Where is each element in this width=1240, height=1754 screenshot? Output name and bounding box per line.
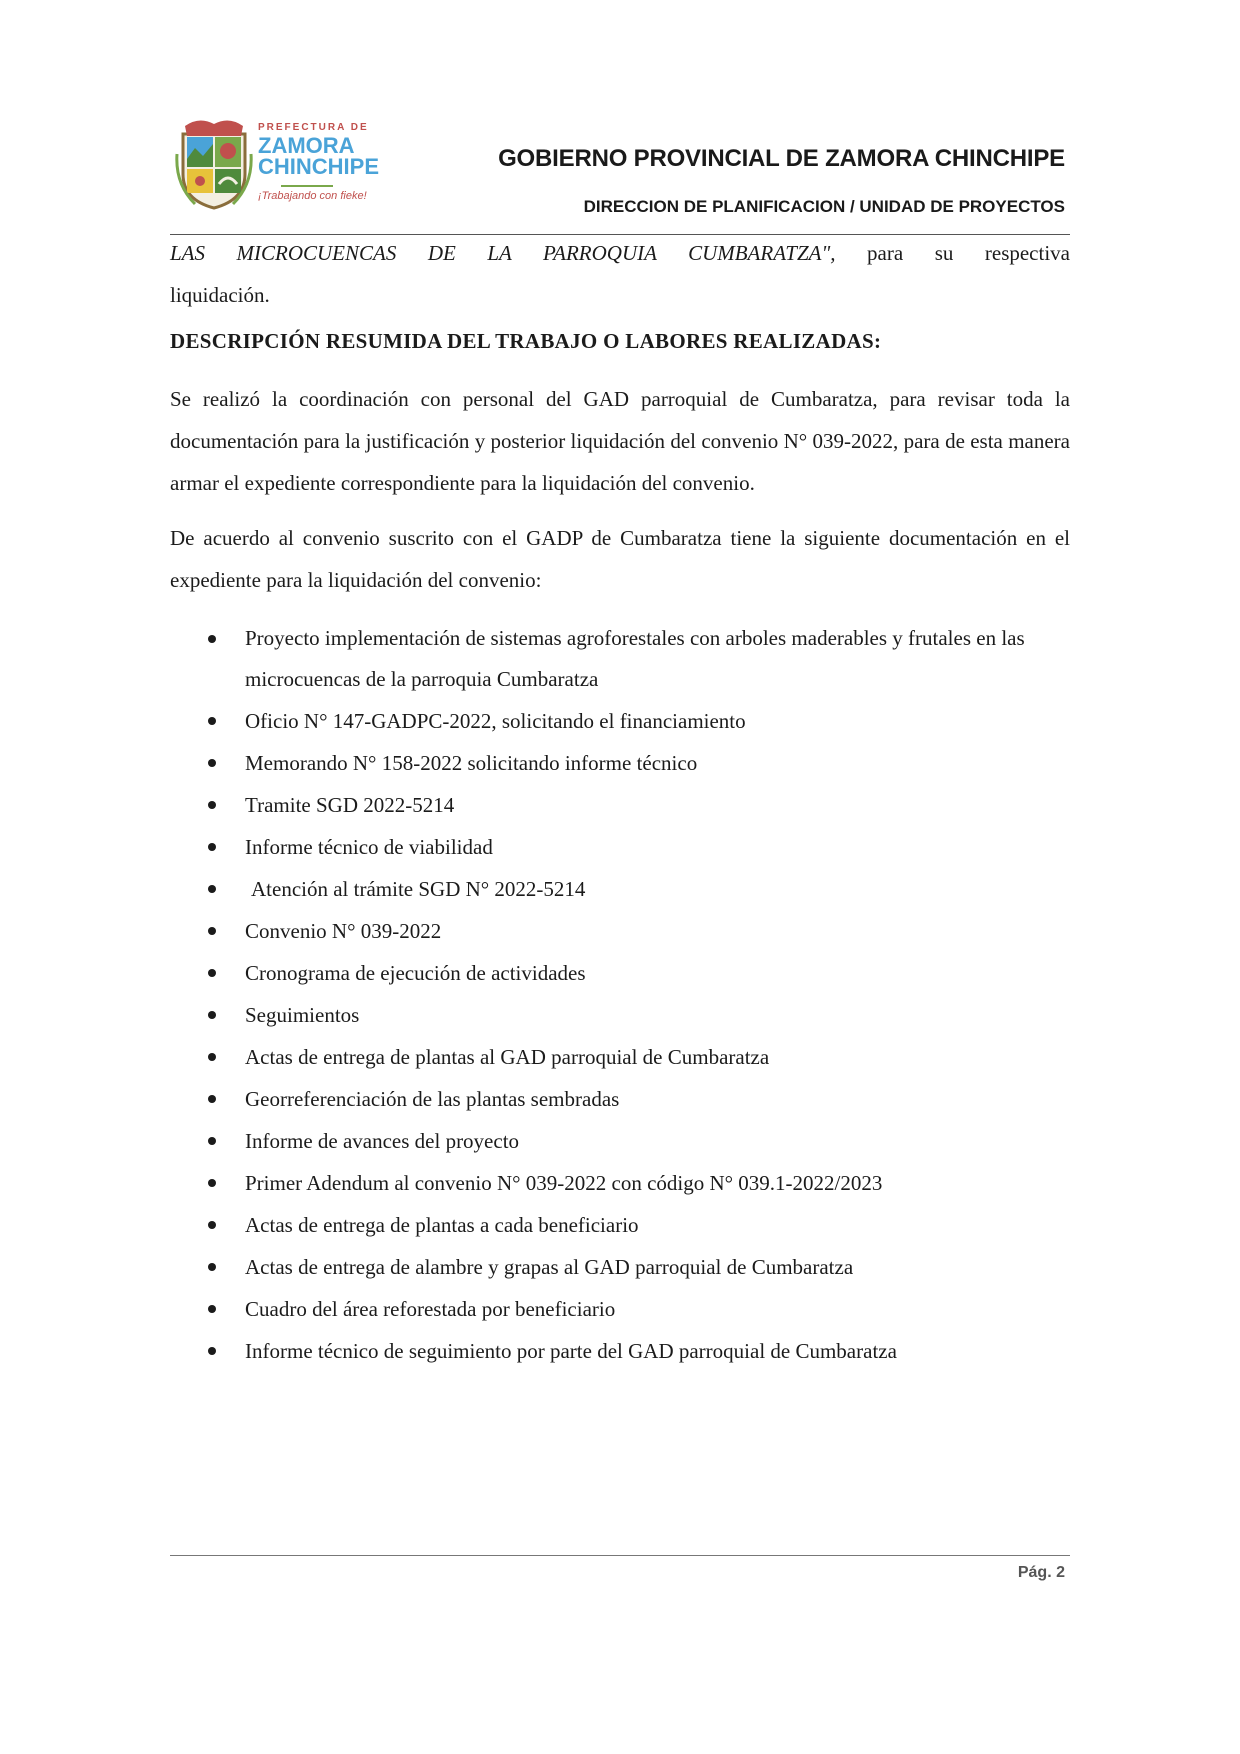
list-item: Informe técnico de viabilidad: [205, 826, 1065, 868]
logo-divider: [281, 185, 333, 187]
bullet-icon: [208, 969, 216, 977]
bullet-icon: [208, 635, 216, 643]
bullet-icon: [208, 717, 216, 725]
list-item: Cronograma de ejecución de actividades: [205, 952, 1065, 994]
bullet-icon: [208, 927, 216, 935]
document-list: [205, 618, 1065, 1372]
list-item: Convenio N° 039-2022: [205, 910, 1065, 952]
bullet-icon: [208, 1221, 216, 1229]
list-item: Georreferenciación de las plantas sembradas: [205, 1078, 1065, 1120]
logo-slogan: ¡Trabajando con fieke!: [258, 190, 367, 202]
document-subtitle: DIRECCION DE PLANIFICACION / UNIDAD DE PROYECTOS: [583, 197, 1065, 216]
list-item: Actas de entrega de alambre y grapas al GAD parroquial de Cumbaratza: [205, 1246, 1065, 1288]
footer-divider: [170, 1555, 1070, 1556]
intro-line: [170, 232, 1070, 274]
bullet-icon: [208, 1263, 216, 1271]
list-item: Actas de entrega de plantas al GAD parroquial de Cumbaratza: [205, 1036, 1065, 1078]
page-number: Pág. 2: [1017, 1564, 1065, 1581]
section-heading: DESCRIPCIÓN RESUMIDA DEL TRABAJO O LABORES REALIZADAS:: [170, 329, 882, 353]
logo-small-text: PREFECTURA DE: [258, 122, 369, 133]
coat-of-arms-icon: [175, 114, 253, 210]
logo-name-line1: ZAMORA: [258, 133, 355, 158]
paragraph-coordination: Se realizó la coordinación con personal del GAD parroquial de Cumbaratza, para revisar toda la documentación para la justificación y posterior liquidación del convenio N° 039-2022, para de esta manera armar el expediente correspondiente para la liquidación del convenio.: [170, 387, 1070, 495]
list-item: Atención al trámite SGD N° 2022-5214: [205, 868, 1065, 910]
list-item: Informe de avances del proyecto: [205, 1120, 1065, 1162]
bullet-icon: [208, 759, 216, 767]
list-item: Informe técnico de seguimiento por parte del GAD parroquial de Cumbaratza: [205, 1330, 1065, 1372]
list-item: Primer Adendum al convenio N° 039-2022 con código N° 039.1-2022/2023: [205, 1162, 1065, 1204]
bullet-icon: [208, 1053, 216, 1061]
list-item: Seguimientos: [205, 994, 1065, 1036]
intro-italic: LAS MICROCUENCAS DE LA PARROQUIA CUMBARATZA",: [170, 241, 836, 265]
intro-continuation: [170, 232, 1070, 316]
bullet-icon: [208, 801, 216, 809]
list-item: Actas de entrega de plantas a cada beneficiario: [205, 1204, 1065, 1246]
prefectura-logo: [175, 112, 405, 212]
bullet-icon: [208, 885, 216, 893]
list-item: Oficio N° 147-GADPC-2022, solicitando el financiamiento: [205, 700, 1065, 742]
document-title: GOBIERNO PROVINCIAL DE ZAMORA CHINCHIPE: [498, 145, 1065, 172]
list-item: Memorando N° 158-2022 solicitando informe técnico: [205, 742, 1065, 784]
bullet-icon: [208, 1305, 216, 1313]
intro-end: liquidación.: [170, 283, 270, 307]
list-item: Proyecto implementación de sistemas agroforestales con arboles maderables y frutales en las microcuencas de la parroquia Cumbaratza: [205, 618, 1065, 700]
bullet-icon: [208, 843, 216, 851]
list-item: Tramite SGD 2022-5214: [205, 784, 1065, 826]
paragraph-documentation: De acuerdo al convenio suscrito con el GADP de Cumbaratza tiene la siguiente documentación en el expediente para la liquidación del convenio:: [170, 526, 1070, 592]
bullet-icon: [208, 1137, 216, 1145]
bullet-icon: [208, 1095, 216, 1103]
intro-rest: para su respectiva: [835, 241, 1070, 265]
list-item: Cuadro del área reforestada por beneficiario: [205, 1288, 1065, 1330]
bullet-icon: [208, 1347, 216, 1355]
logo-name-line2: CHINCHIPE: [258, 154, 380, 179]
bullet-icon: [208, 1179, 216, 1187]
bullet-icon: [208, 1011, 216, 1019]
